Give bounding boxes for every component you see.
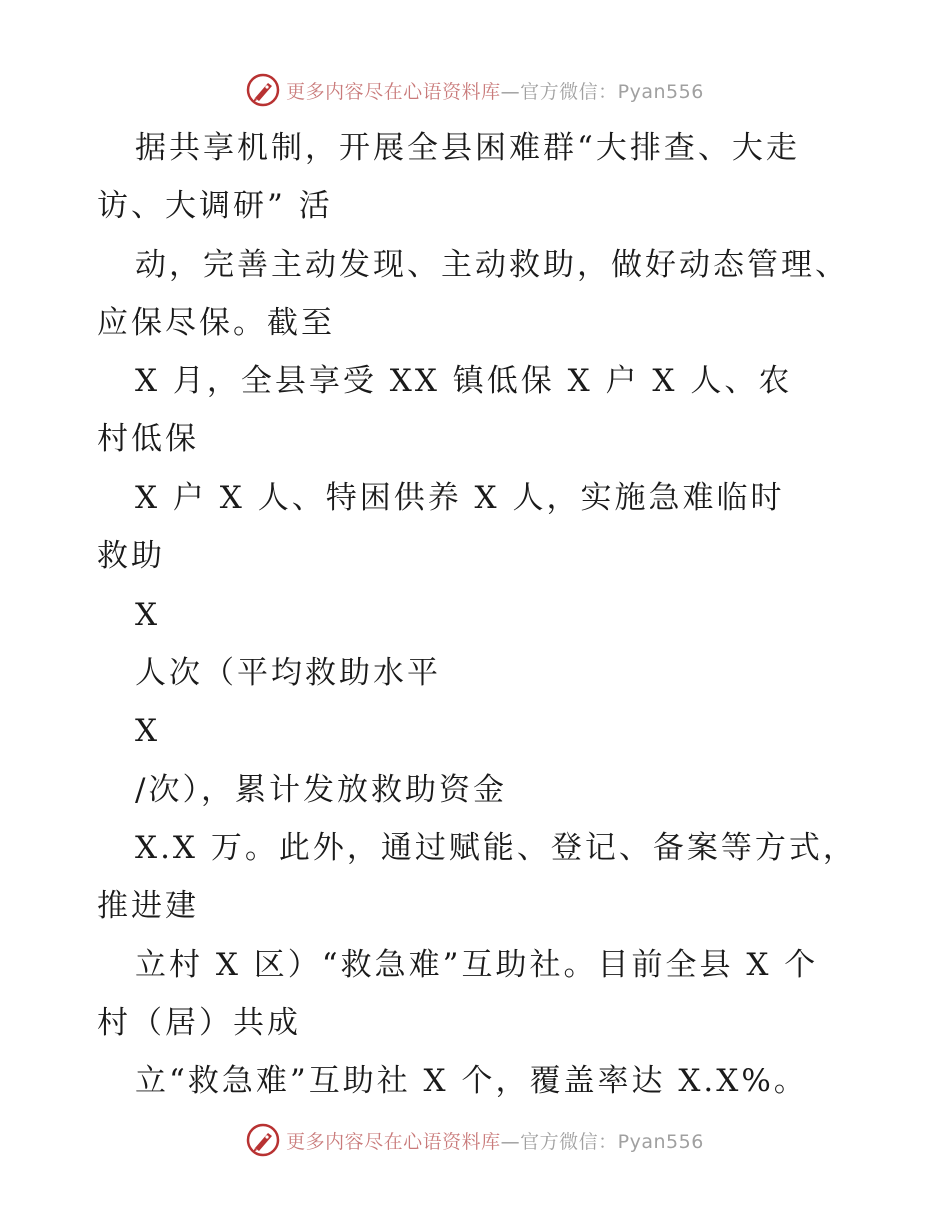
watermark-suffix: 官方微信：Pyan556: [520, 80, 704, 103]
text-line: 救助: [97, 538, 165, 574]
watermark-dash: —: [500, 80, 521, 103]
watermark-main: 更多内容尽在心语资料库: [286, 80, 501, 103]
pen-logo-icon: [246, 73, 280, 107]
watermark-main: 更多内容尽在心语资料库: [286, 1130, 501, 1153]
pen-logo-icon: [246, 1123, 280, 1157]
watermark-suffix: 官方微信：Pyan556: [520, 1130, 704, 1153]
text-line: 动，完善主动发现、主动救助，做好动态管理、: [135, 247, 849, 283]
text-line: X.X 万。此外，通过赋能、登记、备案等方式，: [135, 830, 857, 866]
watermark-text: [286, 77, 704, 104]
text-line: X: [135, 597, 161, 633]
text-line: X 月，全县享受 XX 镇低保 X 户 X 人、农: [135, 363, 793, 399]
text-line: 立“救急难”互助社 X 个，覆盖率达 X.X%。: [135, 1063, 808, 1099]
text-line: 据共享机制，开展全县困难群“大排查、大走: [135, 130, 800, 166]
watermark-footer: [0, 1120, 950, 1160]
watermark-header: [0, 70, 950, 110]
text-line: X 户 X 人、特困供养 X 人，实施急难临时: [135, 480, 785, 516]
text-line: 村（居）共成: [97, 1005, 301, 1041]
text-line: 访、大调研” 活: [97, 188, 333, 224]
text-line: /次），累计发放救助资金: [135, 772, 507, 808]
text-line: 立村 X 区）“救急难”互助社。目前全县 X 个: [135, 947, 819, 983]
watermark-dash: —: [500, 1130, 521, 1153]
text-line: 村低保: [97, 421, 199, 457]
text-line: 推进建: [97, 888, 199, 924]
text-line: 应保尽保。截至: [97, 305, 335, 341]
text-line: X: [135, 713, 161, 749]
watermark-text: [286, 1127, 704, 1154]
text-line: 人次（平均救助水平: [135, 655, 441, 691]
